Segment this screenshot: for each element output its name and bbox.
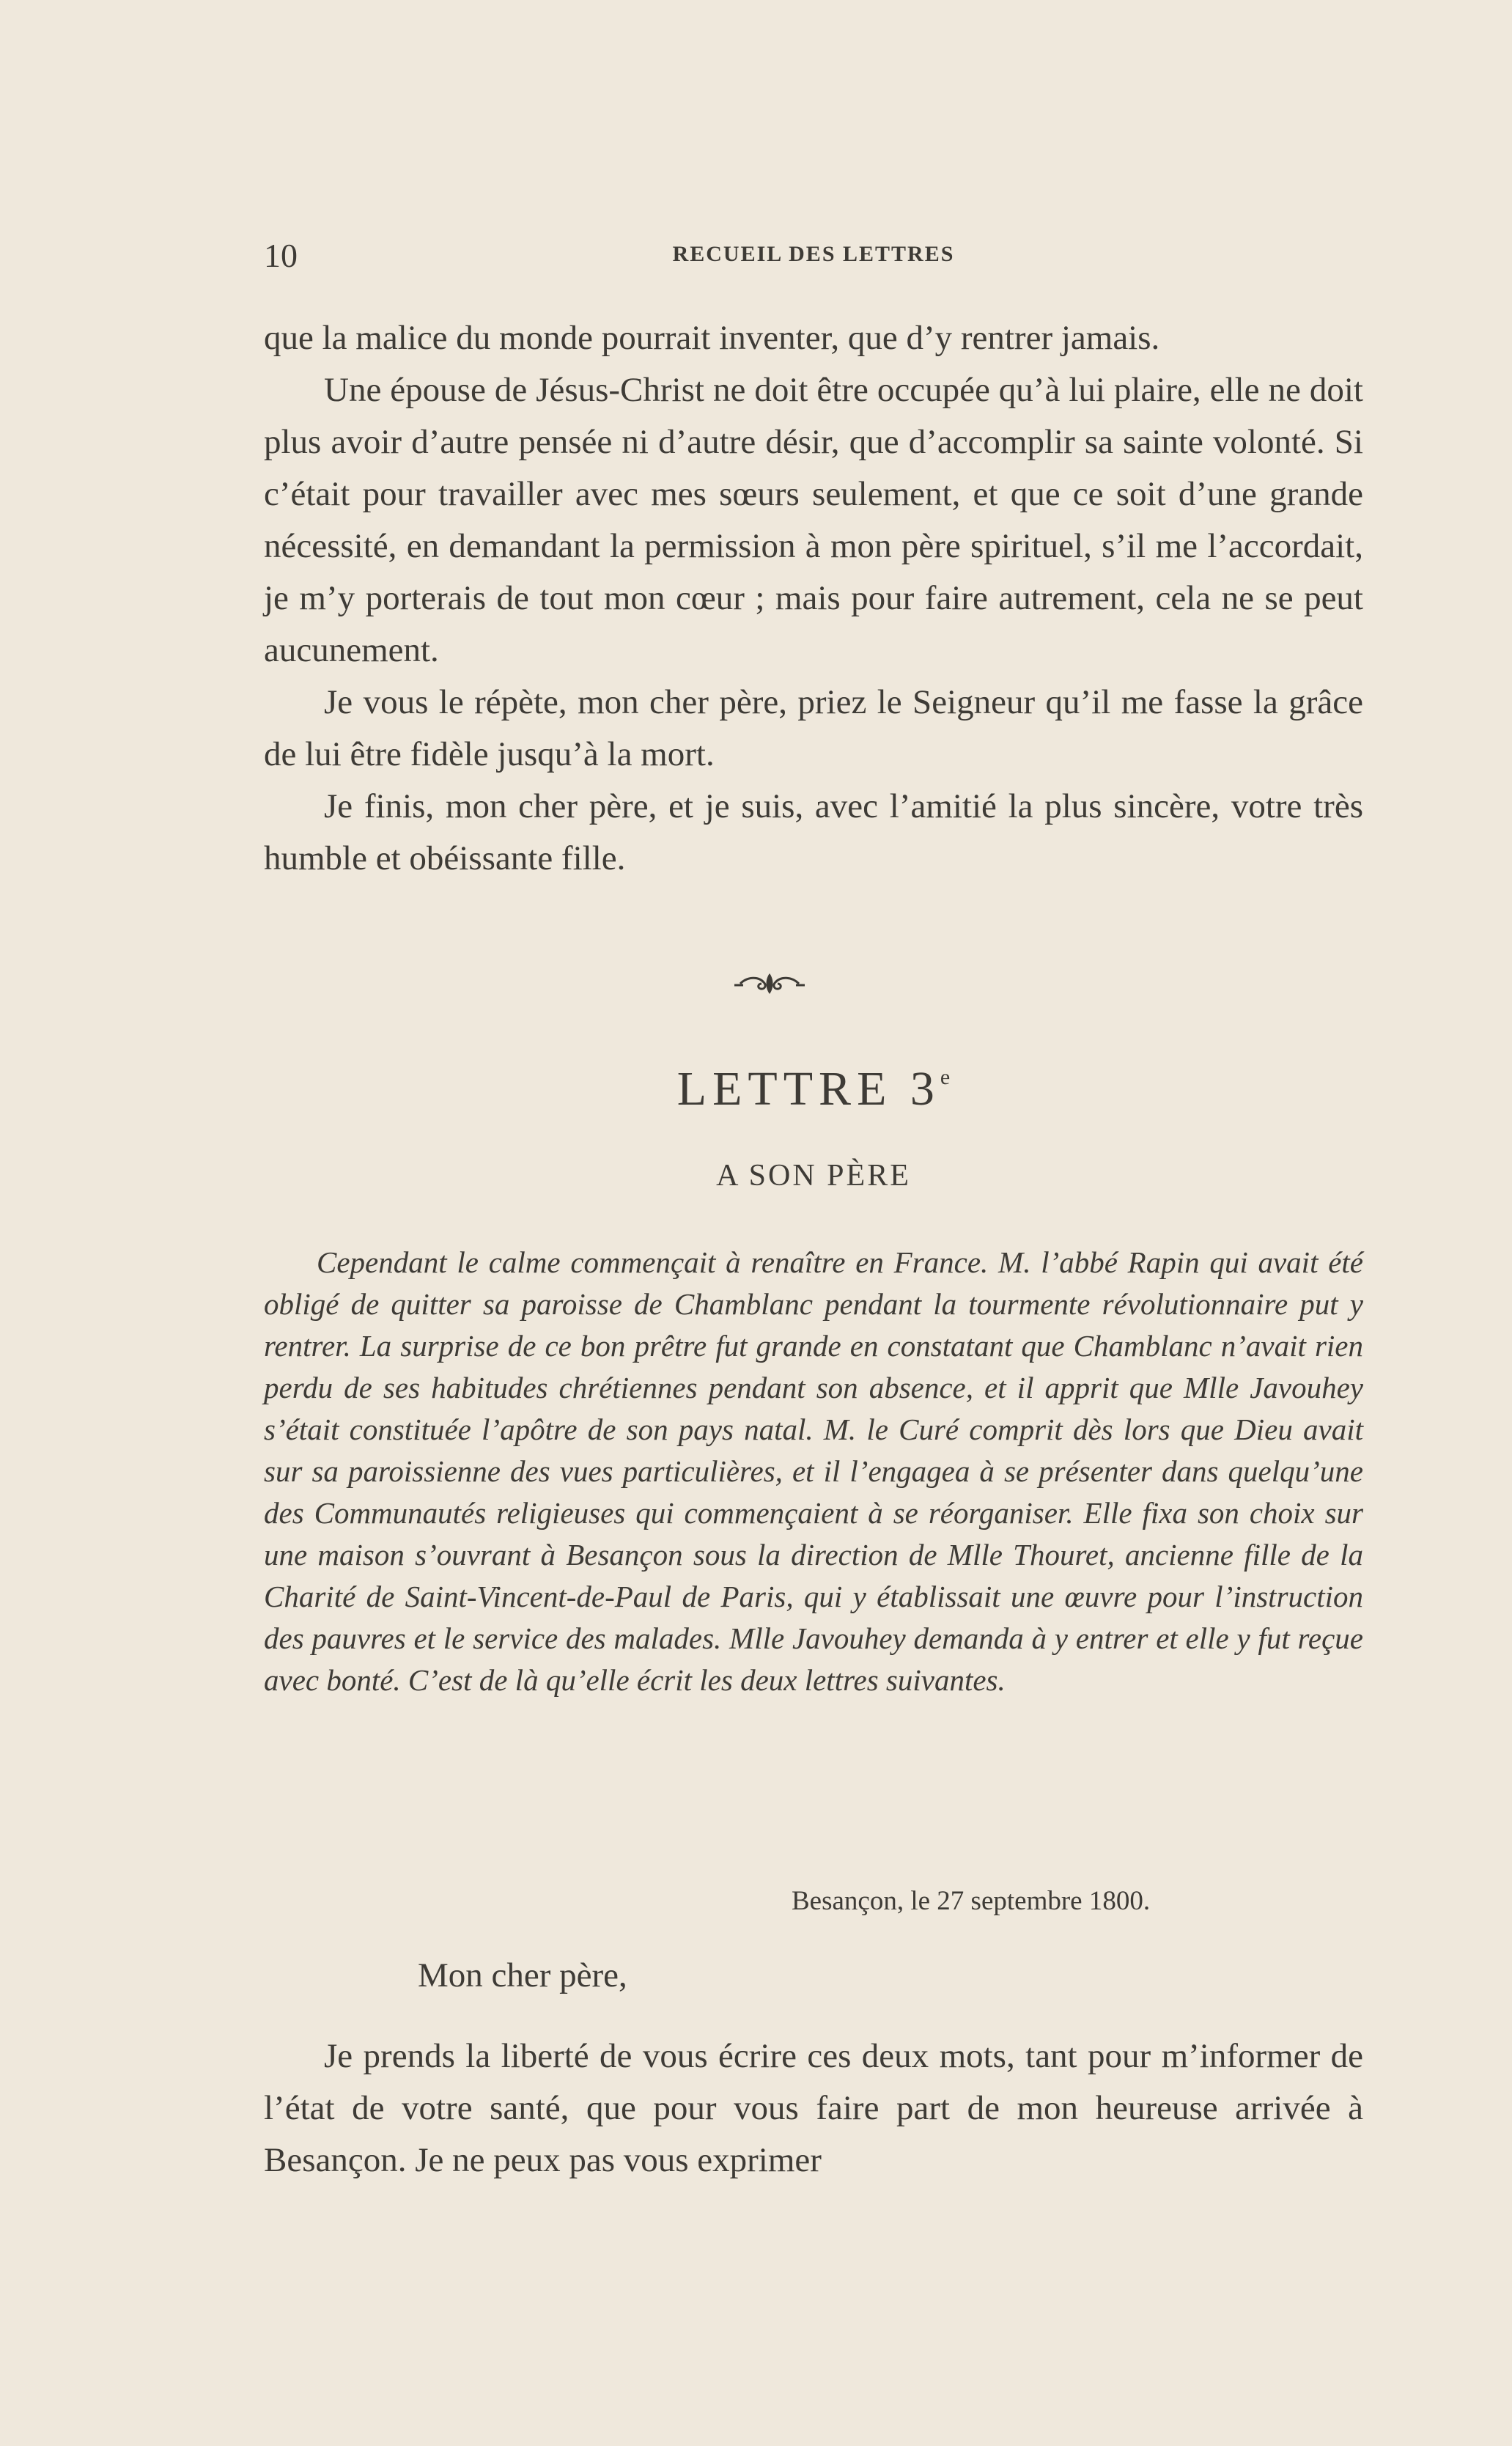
letter-2-closing-text (264, 312, 1363, 885)
paragraph-continuation: que la malice du monde pourrait inventer, que d’y rentrer jamais. (264, 319, 1160, 357)
letter-title-superscript: e (940, 1065, 951, 1089)
salutation: Mon cher père, (418, 1956, 627, 1994)
paragraph: Je prends la liberté de vous écrire ces deux mots, tant pour m’informer de l’état de votre santé, que pour vous faire part de mon heureuse arrivée à Besançon. Je ne peux pas vous exprimer (264, 2037, 1363, 2179)
running-head: RECUEIL DES LETTRES (672, 242, 955, 266)
paragraph: Une épouse de Jésus-Christ ne doit être occupée qu’à lui plaire, elle ne doit plus avoir d’autre pensée ni d’autre désir, que d’accomplir sa sainte volonté. Si c’était pour travailler avec mes sœurs seulement, et que ce soit d’une grande nécessité, en demandant la permission à mon père spirituel, s’il me l’accordait, je m’y porterais de tout mon cœur ; mais pour faire autrement, cela ne se peut aucunement. (264, 371, 1363, 669)
paragraph: Je vous le répète, mon cher père, priez le Seigneur qu’il me fasse la grâce de lui être fidèle jusqu’à la mort. (264, 683, 1363, 773)
page-number: 10 (264, 237, 298, 274)
letter-title-text: LETTRE 3 (676, 1062, 940, 1116)
letter-subtitle: A SON PÈRE (716, 1159, 911, 1193)
paragraph: Je finis, mon cher père, et je suis, avec l’amitié la plus sincère, votre très humble et obéissante fille. (264, 787, 1363, 877)
letter-title (264, 1061, 1363, 1117)
fleuron-ornament-icon (733, 969, 806, 998)
page-header (264, 236, 1363, 280)
dateline: Besançon, le 27 septembre 1800. (792, 1886, 1151, 1916)
editorial-introduction: Cependant le calme commençait à renaître en France. M. l’abbé Rapin qui avait été obligé de quitter sa paroisse de Chamblanc pendant la tourmente révolutionnaire put y rentrer. La surprise de ce bon prêtre fut grande en constatant que Chamblanc n’avait rien perdu de ses habitudes chrétiennes pendant son absence, et il apprit que Mlle Javouhey s’était constituée l’apôtre de son pays natal. M. le Curé comprit dès lors que Dieu avait sur sa paroissienne des vues particulières, et il l’engagea à se présenter dans quelqu’une des Communautés religieuses qui commençaient à se réorganiser. Elle fixa son choix sur une maison s’ouvrant à Besançon sous la direction de Mlle Thouret, ancienne fille de la Charité de Saint-Vincent-de-Paul de Paris, qui y établissait une œuvre pour l’instruction des pauvres et le service des malades. Mlle Javouhey demanda à y entrer et elle y fut reçue avec bonté. C’est de là qu’elle écrit les deux lettres suivantes. (264, 1245, 1363, 1697)
letter-3-body (264, 2030, 1363, 2187)
